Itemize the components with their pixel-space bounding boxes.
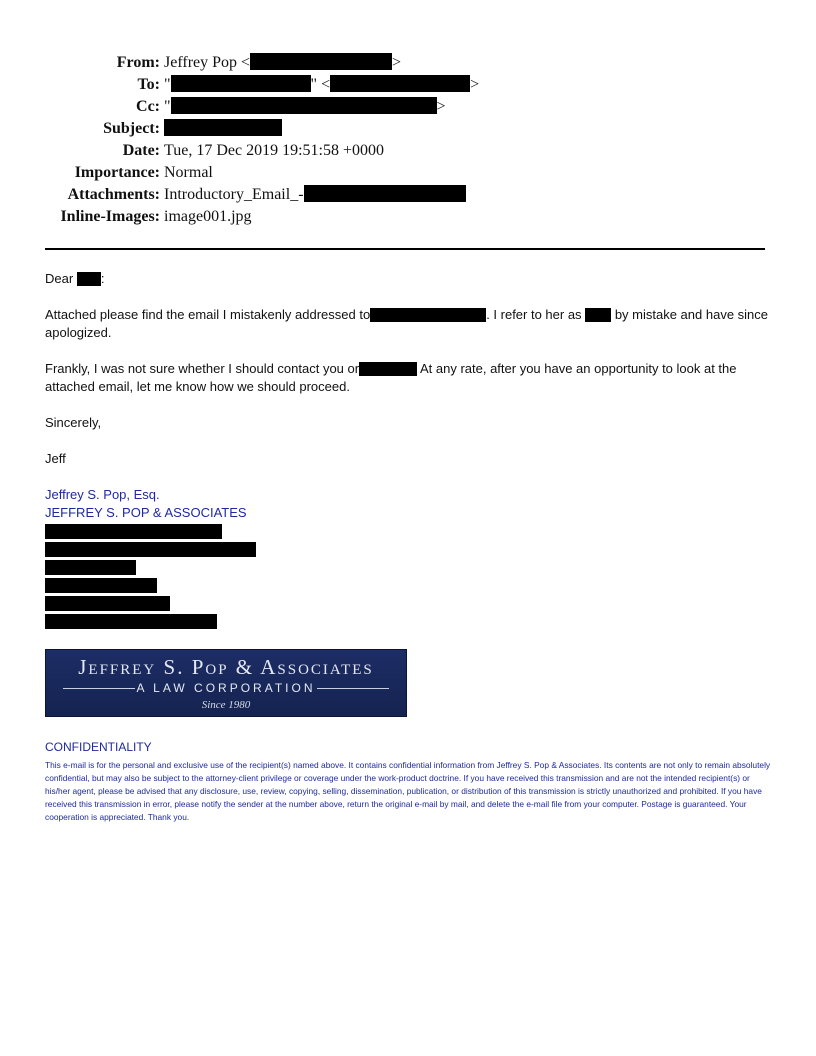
- redaction-block: [585, 308, 611, 322]
- paragraph-1-part-a: Attached please find the email I mistakenly addressed to: [45, 307, 371, 322]
- logo-tagline: A LAW CORPORATION: [136, 681, 316, 695]
- signoff: Jeff: [45, 451, 66, 466]
- redaction-block: [77, 272, 101, 286]
- logo-firm-name: Jeffrey S. Pop & Associates: [78, 655, 374, 679]
- from-value: [164, 52, 401, 74]
- paragraph-2-part-a: Frankly, I was not sure whether I should contact you or: [45, 361, 360, 376]
- date-label: Date:: [122, 142, 160, 159]
- redaction-block: [171, 75, 311, 92]
- inline-images-row: [0, 206, 816, 228]
- attachments-label: Attachments:: [67, 186, 160, 203]
- greeting: Dear: [45, 271, 74, 286]
- paragraph-1-part-b: . I refer to her as: [486, 307, 582, 322]
- redaction-block: [164, 119, 282, 136]
- importance-label: Importance:: [74, 164, 160, 181]
- paragraph-1: [45, 306, 775, 342]
- to-row: [0, 74, 816, 96]
- from-label: From:: [116, 54, 160, 71]
- subject-row: [0, 118, 816, 140]
- redaction-block: [359, 362, 417, 376]
- redaction-block: [250, 53, 392, 70]
- confidentiality-notice: This e-mail is for the personal and exclusive use of the recipient(s) named above. It contains confidential information from Jeffrey S. Pop & Associates. Its contents are not only to remain absolutely confidential, but may also be subject to the attorney-client privilege or coverage under the work-product doctrine. If you have received this transmission and are not the intended recipient(s) or his/her agent, please be advised that any disclosure, use, review, copying, selling, dissemination, publication, or distribution of this transmission is strictly unauthorized and prohibited. If you have received this transmission in error, please notify the sender at the number above, return the original e-mail by mail, and delete the e-mail file from your computer. Postage is guaranteed. Your cooperation is appreciated. Thank you.: [45, 760, 771, 822]
- importance-row: [0, 162, 816, 184]
- attachments-row: [0, 184, 816, 206]
- redaction-block: [45, 560, 136, 575]
- redaction-block: [171, 97, 437, 114]
- inline-image-filename[interactable]: image001.jpg: [164, 208, 252, 225]
- redaction-block: [370, 308, 486, 322]
- date-value: Tue, 17 Dec 2019 19:51:58 +0000: [164, 142, 384, 159]
- redaction-block: [304, 185, 466, 202]
- signature-firm: JEFFREY S. POP & ASSOCIATES: [45, 505, 247, 520]
- subject-value: [164, 118, 282, 140]
- to-mid: " <: [310, 76, 331, 93]
- redaction-block: [45, 542, 256, 557]
- redaction-block: [45, 614, 217, 629]
- subject-label: Subject:: [103, 120, 160, 137]
- inline-images-label: Inline-Images:: [60, 208, 160, 225]
- redaction-block: [45, 524, 222, 539]
- attachments-value[interactable]: [164, 184, 466, 206]
- logo-rule-right: [317, 688, 389, 689]
- paragraph-2: [45, 360, 775, 396]
- firm-logo: [45, 649, 407, 717]
- signature-name: Jeffrey S. Pop, Esq.: [45, 487, 160, 502]
- header-divider: [45, 248, 765, 250]
- paragraph-1-part-c: by mistake and have since apologized.: [45, 307, 769, 340]
- redaction-block: [45, 596, 170, 611]
- to-end: >: [470, 76, 480, 93]
- closing: Sincerely,: [45, 415, 102, 430]
- to-label: To:: [137, 76, 160, 93]
- cc-value: [164, 96, 446, 118]
- paragraph-2-part-b: At any rate, after you have an opportunity to look at the attached email, let me know how we should proceed.: [45, 361, 737, 394]
- greeting-end: :: [100, 271, 105, 286]
- cc-label: Cc:: [136, 98, 160, 115]
- cc-open-quote: ": [164, 98, 171, 115]
- date-row: [0, 140, 816, 162]
- from-end: >: [392, 54, 402, 71]
- to-value: [164, 74, 479, 96]
- cc-row: [0, 96, 816, 118]
- confidentiality-heading: CONFIDENTIALITY: [45, 740, 152, 754]
- importance-value: Normal: [164, 164, 213, 181]
- greeting-line: [45, 270, 775, 288]
- attachment-filename[interactable]: Introductory_Email_-: [164, 186, 304, 203]
- from-row: [0, 52, 816, 74]
- to-open-quote: ": [164, 76, 171, 93]
- from-name: Jeffrey Pop <: [164, 54, 251, 71]
- cc-end: >: [436, 98, 446, 115]
- redaction-block: [330, 75, 470, 92]
- logo-since: Since 1980: [201, 699, 251, 711]
- redaction-block: [45, 578, 157, 593]
